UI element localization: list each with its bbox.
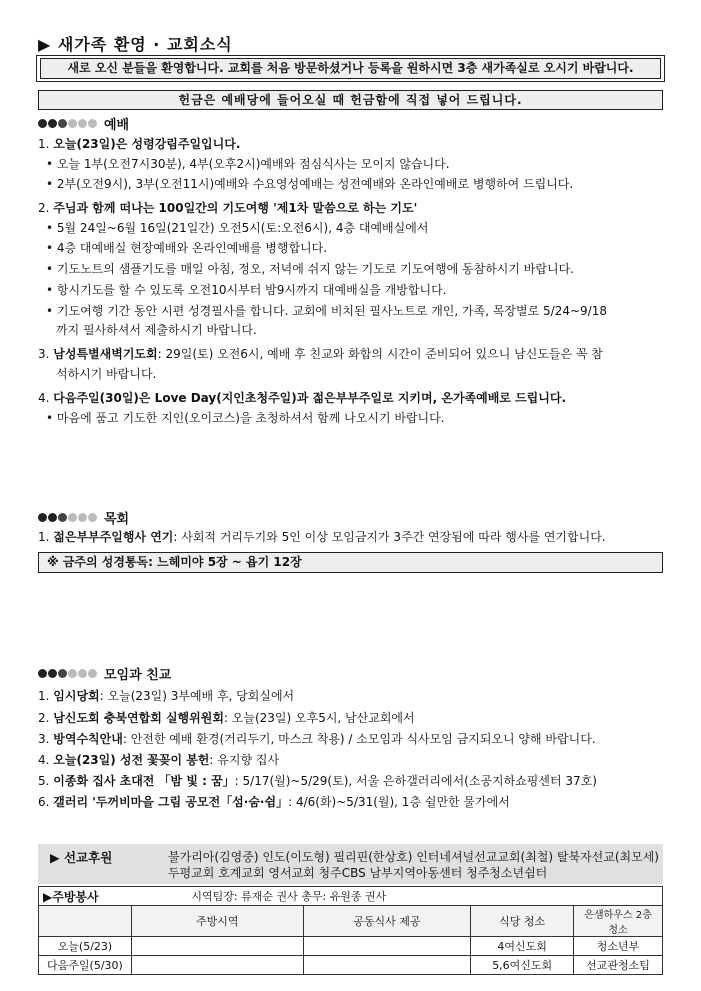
column-header: 공동식사 제공 (303, 906, 471, 937)
page-title: ▶ 새가족 환영 · 교회소식 (38, 35, 233, 54)
dots-icon (38, 669, 98, 678)
list-item: • 마음에 품고 기도한 지인(오이코스)을 초청하셔서 함께 나오시기 바랍니다. (46, 411, 445, 425)
fellowship-item-2: 2. 남신도회 충북연합회 실행위원회: 오늘(23일) 오후5시, 남산교회에서 (38, 711, 415, 725)
fellowship-item-1: 1. 임시당회: 오늘(23일) 3부예배 후, 당회실에서 (38, 689, 295, 703)
column-header: 은샘하우스 2층 청소 (574, 906, 663, 937)
list-item: 석하시기 바랍니다. (56, 367, 157, 381)
section-heading-pastoral (38, 508, 129, 527)
kitchen-label: ▶주방봉사 (39, 887, 132, 906)
welcome-notice: 새로 오신 분들을 환영합니다. 교회를 처음 방문하셨거나 등록을 원하시면 3층 새가족실로 오시기 바랍니다. (40, 58, 661, 79)
list-item: • 5월 24일~6월 16일(21일간) 오전5시(토:오전6시), 4층 대예배실에서 (46, 221, 429, 235)
mission-line-2: 두평교회 호계교회 영서교회 청주CBS 남부지역아동센터 청주청소년쉼터 (168, 866, 548, 880)
mission-label: ▶ 선교후원 (50, 850, 113, 865)
fellowship-item-6: 6. 갤러리 '두꺼비마을 그림 공모전「섬·숨·쉼」: 4/6(화)~5/31(월), 1층 쉴만한 물가에서 (38, 795, 510, 809)
fellowship-item-3: 3. 방역수칙안내: 안전한 예배 환경(거리두기, 마스크 착용) / 소모임과 식사모임 금지되오니 양해 바랍니다. (38, 732, 596, 746)
list-item: 까지 필사하셔서 제출하시기 바랍니다. (56, 323, 257, 337)
dots-icon (38, 513, 98, 522)
worship-item-3: 3. 남성특별새벽기도회: 29일(토) 오전6시, 예배 후 친교와 화합의 시간이 준비되어 있으니 남신도들은 꼭 참 (38, 347, 603, 361)
section-title: 목회 (104, 512, 130, 527)
bible-reading-box: ※ 금주의 성경통독: 느헤미야 5장 ~ 욥기 12장 (38, 552, 663, 573)
list-item: • 기도여행 기간 동안 시편 성경필사를 합니다. 교회에 비치된 필사노트로 개인, 가족, 목장별로 5/24~9/18 (46, 304, 607, 318)
list-item: • 오늘 1부(오전7시30분), 4부(오후2시)예배와 점심식사는 모이지 않습니다. (46, 157, 450, 171)
section-title: 예배 (104, 118, 130, 133)
offering-notice: 헌금은 예배당에 들어오실 때 헌금함에 직접 넣어 드립니다. (38, 90, 663, 110)
table-header-row (39, 906, 663, 937)
section-heading-fellowship (38, 664, 171, 683)
kitchen-service-table (38, 886, 663, 975)
list-item: • 2부(오전9시), 3부(오전11시)예배와 수요영성예배는 성전예배와 온라인예배로 병행하여 드립니다. (46, 177, 574, 191)
list-item: • 4층 대예배실 현장예배와 온라인예배를 병행합니다. (46, 241, 328, 255)
mission-line-1: 불가리아(김영중) 인도(이도형) 필리핀(한상호) 인터네셔널선교교회(최철) 탈북자선교(최모세) (168, 850, 659, 864)
worship-item-2: 2. 주님과 함께 떠나는 100일간의 기도여행 '제1차 말씀으로 하는 기도' (38, 201, 418, 215)
list-item: • 항시기도를 할 수 있도록 오전10시부터 밤9시까지 대예배실을 개방합니다. (46, 283, 447, 297)
fellowship-item-4: 4. 오늘(23일) 성전 꽃꽂이 봉헌: 유지향 집사 (38, 753, 280, 767)
kitchen-leaders: 시역팀장: 류재순 권사 총무: 유원종 권사 (131, 887, 662, 906)
column-header: 식당 청소 (471, 906, 574, 937)
section-heading-worship (38, 114, 129, 133)
section-title: 모임과 친교 (104, 668, 172, 683)
fellowship-item-5: 5. 이종화 집사 초대전 「밤 빛 : 꿈」: 5/17(월)~5/29(토), 서울 은하갤러리에서(소공지하쇼핑센터 37호) (38, 774, 597, 788)
list-item: • 기도노트의 샘플기도를 매일 아침, 정오, 저녁에 쉬지 않는 기도로 기도여행에 동참하시기 바랍니다. (46, 262, 574, 276)
worship-item-4: 4. 다음주일(30일)은 Love Day(지인초청주일)과 젊은부부주일로 지키며, 온가족예배로 드립니다. (38, 391, 567, 405)
mission-support-box (38, 844, 663, 884)
column-header: 주방시역 (131, 906, 303, 937)
worship-item-1: 1. 오늘(23일)은 성령강림주일입니다. (38, 137, 241, 151)
table-row: 다음주일(5/30) 5,6여신도회 선교관청소팀 (39, 956, 663, 975)
dots-icon (38, 119, 98, 128)
pastoral-item-1: 1. 젊은부부주일행사 연기: 사회적 거리두기와 5인 이상 모임금지가 3주간 연장됨에 따라 행사를 연기합니다. (38, 530, 606, 544)
table-row: 오늘(5/23) 4여신도회 청소년부 (39, 937, 663, 956)
